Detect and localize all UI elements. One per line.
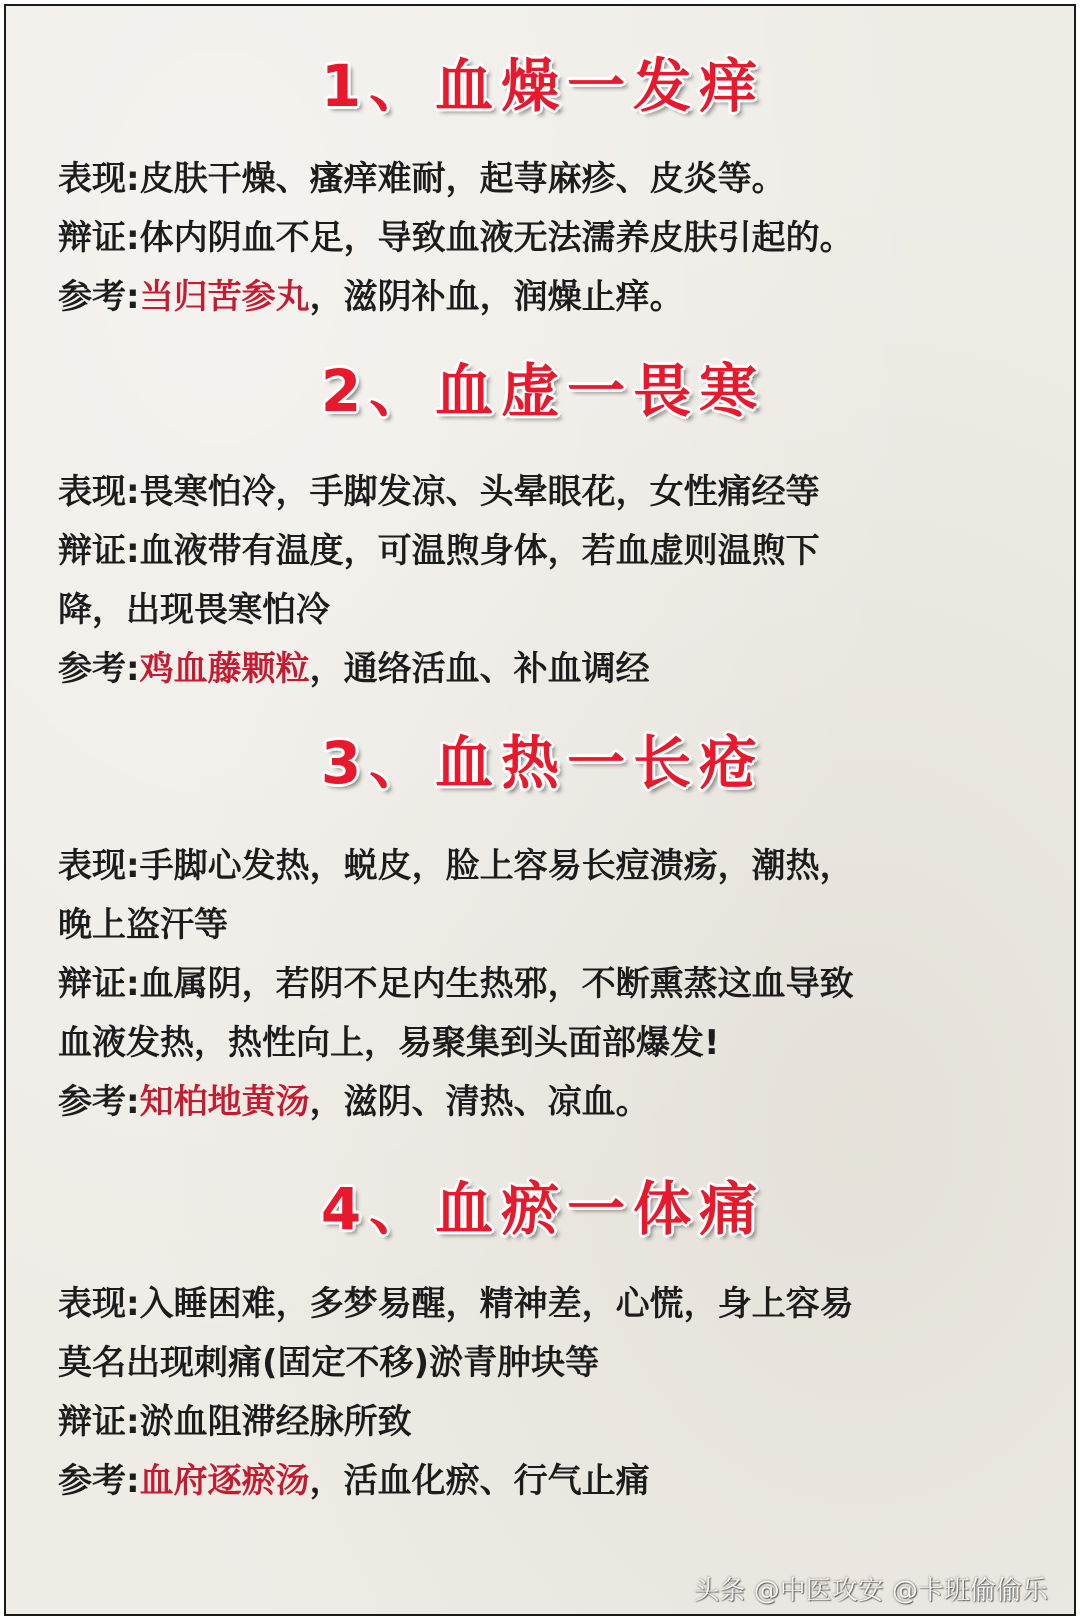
section-title: 1、血燥一发痒 xyxy=(320,52,766,120)
text-line xyxy=(58,149,1048,209)
line-text: 淤血阻滞经脉所致 xyxy=(139,1402,412,1442)
text-line xyxy=(58,1274,1048,1334)
text-line xyxy=(58,462,1048,522)
line-label: 辩证: xyxy=(58,1402,140,1442)
text-line xyxy=(58,1072,1048,1132)
text-line xyxy=(58,1451,1048,1511)
text-line xyxy=(58,208,1048,268)
text-line xyxy=(58,639,1048,699)
document-page xyxy=(4,4,1076,1616)
line-text: ，滋阴补血，润燥止痒。 xyxy=(309,277,684,317)
line-text: ，活血化瘀、行气止痛 xyxy=(309,1461,650,1501)
text-line xyxy=(58,895,1048,955)
remedy-name: 血府逐瘀汤 xyxy=(139,1461,310,1501)
line-text: 畏寒怕冷，手脚发凉、头晕眼花，女性痛经等 xyxy=(139,472,820,512)
line-label: 参考: xyxy=(58,649,140,689)
line-label: 表现: xyxy=(58,1284,140,1324)
text-line xyxy=(58,1392,1048,1452)
text-line xyxy=(58,1013,1048,1073)
line-label: 辩证: xyxy=(58,218,140,258)
line-label: 表现: xyxy=(58,159,140,199)
remedy-name: 当归苦参丸 xyxy=(139,277,310,317)
text-line xyxy=(58,521,1048,581)
section-title: 2、血虚一畏寒 xyxy=(320,357,766,425)
line-label: 辩证: xyxy=(58,964,140,1004)
line-text: 莫名出现刺痛(固定不移)淤青肿块等 xyxy=(58,1343,600,1383)
line-text: ，通络活血、补血调经 xyxy=(309,649,650,689)
line-label: 表现: xyxy=(58,846,140,886)
section-title: 4、血瘀一体痛 xyxy=(320,1175,766,1243)
line-text: 血液带有温度，可温煦身体，若血虚则温煦下 xyxy=(139,531,820,571)
line-label: 参考: xyxy=(58,277,140,317)
line-label: 参考: xyxy=(58,1461,140,1501)
line-text: 入睡困难，多梦易醒，精神差，心慌，身上容易 xyxy=(139,1284,854,1324)
watermark-text: 头条 @中医攻安 @卡班偷偷乐 xyxy=(693,1576,1048,1606)
line-text: 皮肤干燥、瘙痒难耐，起荨麻疹、皮炎等。 xyxy=(139,159,786,199)
line-text: 晚上盗汗等 xyxy=(58,905,228,945)
line-label: 表现: xyxy=(58,472,140,512)
remedy-name: 知柏地黄汤 xyxy=(139,1082,310,1122)
line-text: 血液发热，热性向上，易聚集到头面部爆发! xyxy=(58,1023,720,1063)
line-label: 辩证: xyxy=(58,531,140,571)
remedy-name: 鸡血藤颗粒 xyxy=(139,649,310,689)
section-title: 3、血热一长疮 xyxy=(320,729,766,797)
text-line xyxy=(58,580,1048,640)
text-line xyxy=(58,954,1048,1014)
line-text: 降，出现畏寒怕冷 xyxy=(58,590,330,630)
line-text: 手脚心发热，蜕皮，脸上容易长痘溃疡，潮热， xyxy=(139,846,854,886)
line-text: ，滋阴、清热、凉血。 xyxy=(309,1082,650,1122)
line-text: 体内阴血不足，导致血液无法濡养皮肤引起的。 xyxy=(139,218,854,258)
text-line xyxy=(58,1333,1048,1393)
text-line xyxy=(58,267,1048,327)
line-label: 参考: xyxy=(58,1082,140,1122)
line-text: 血属阴，若阴不足内生热邪，不断熏蒸这血导致 xyxy=(139,964,854,1004)
text-line xyxy=(58,836,1048,896)
